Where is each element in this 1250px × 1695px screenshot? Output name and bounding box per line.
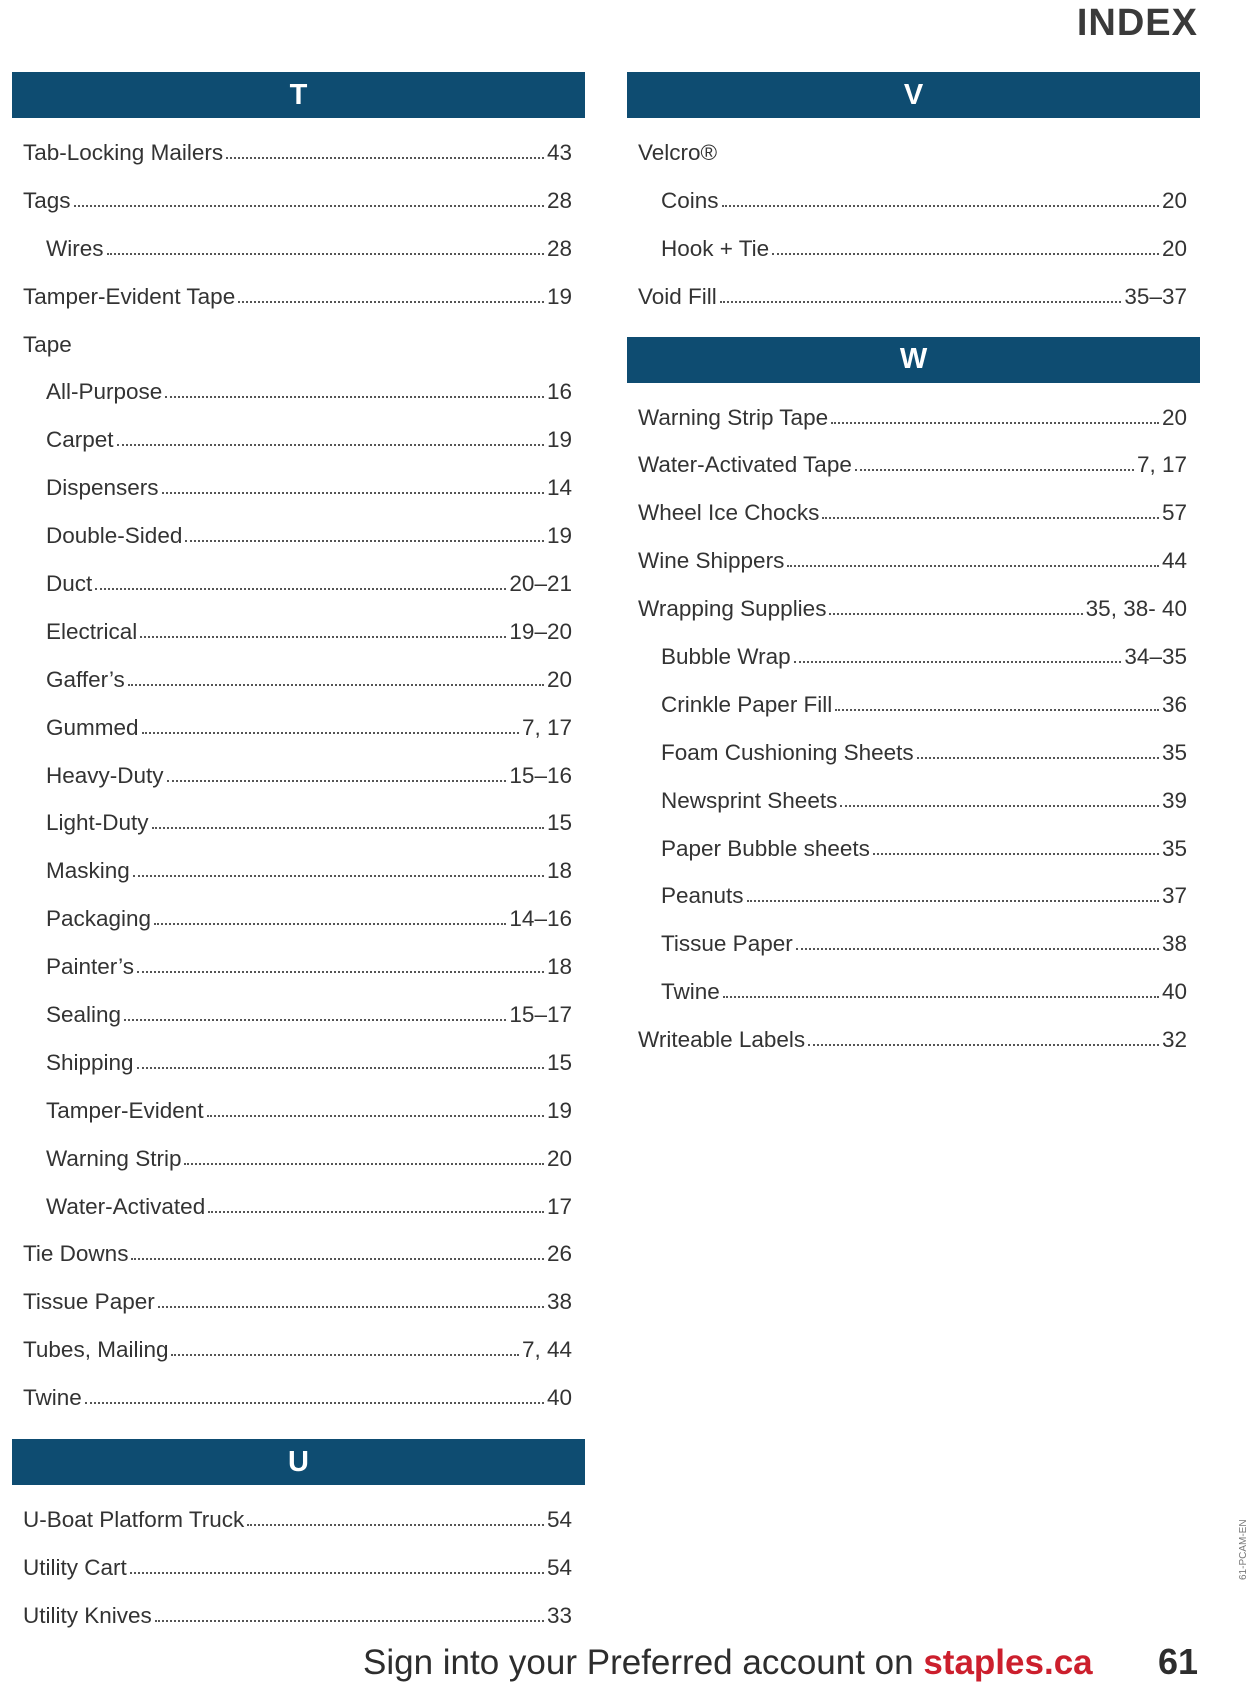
entry-label: Heavy-Duty [46, 762, 164, 788]
dot-leader [808, 1044, 1159, 1046]
index-subentry [12, 895, 585, 943]
dot-leader [208, 1211, 544, 1213]
entry-page-numbers: 7, 17 [521, 714, 572, 740]
entry-page-numbers: 18 [546, 858, 572, 884]
dot-leader [247, 1524, 544, 1526]
entry-page-numbers: 35 [1161, 835, 1187, 861]
entry-label: All-Purpose [46, 379, 163, 405]
dot-leader [226, 157, 544, 159]
entry-label: Wires [46, 235, 104, 261]
index-entry [12, 1374, 585, 1422]
dot-leader [131, 1258, 544, 1260]
entry-page-numbers: 28 [546, 187, 572, 213]
index-entry [12, 129, 585, 177]
entry-page-numbers: 54 [546, 1506, 572, 1532]
entry-label: Coins [661, 187, 719, 213]
index-subentry [12, 608, 585, 656]
entry-label: Dispensers [46, 475, 159, 501]
dot-leader [720, 301, 1122, 303]
entry-label: Wheel Ice Chocks [638, 500, 820, 526]
dot-leader [107, 253, 544, 255]
entry-label: Writeable Labels [638, 1027, 806, 1053]
dot-leader [133, 875, 544, 877]
entry-page-numbers: 35, 38- 40 [1085, 596, 1187, 622]
entry-page-numbers: 16 [546, 379, 572, 405]
index-section-t [12, 72, 585, 1422]
index-entry [12, 1496, 585, 1544]
dot-leader [722, 205, 1159, 207]
entry-page-numbers: 15 [546, 810, 572, 836]
entry-page-numbers: 32 [1161, 1027, 1187, 1053]
index-entry [627, 489, 1200, 537]
entry-page-numbers: 44 [1161, 548, 1187, 574]
section-header-u: U [12, 1439, 585, 1485]
entry-label: Paper Bubble sheets [661, 835, 870, 861]
index-subentry [12, 512, 585, 560]
entry-label: Painter’s [46, 954, 134, 980]
index-entry [12, 1230, 585, 1278]
dot-leader [137, 1067, 544, 1069]
dot-leader [747, 900, 1159, 902]
entry-page-numbers: 35 [1161, 739, 1187, 765]
dot-leader [917, 757, 1159, 759]
entry-label: Sealing [46, 1001, 122, 1027]
index-subentry [627, 777, 1200, 825]
index-entry [12, 273, 585, 321]
entry-page-numbers: 14 [546, 475, 572, 501]
index-entry [12, 1592, 585, 1640]
index-subentry [627, 681, 1200, 729]
dot-leader [128, 684, 544, 686]
index-subentry [12, 1183, 585, 1231]
index-subentry [12, 752, 585, 800]
entry-list-t [12, 118, 585, 1422]
entry-label: Newsprint Sheets [661, 787, 838, 813]
entry-label: Light-Duty [46, 810, 149, 836]
entry-page-numbers: 54 [546, 1554, 572, 1580]
entry-label: Tab-Locking Mailers [23, 139, 224, 165]
dot-leader [95, 588, 506, 590]
index-subentry [627, 968, 1200, 1016]
entry-page-numbers: 33 [546, 1602, 572, 1628]
footer-promo [363, 1643, 1093, 1683]
entry-page-numbers: 43 [546, 139, 572, 165]
entry-label: Tamper-Evident [46, 1097, 204, 1123]
entry-label: Electrical [46, 618, 138, 644]
index-entry [12, 321, 585, 369]
entry-page-numbers: 38 [546, 1289, 572, 1315]
index-subentry [12, 943, 585, 991]
entry-list-u [12, 1485, 585, 1640]
entry-label: Utility Cart [23, 1554, 127, 1580]
dot-leader [207, 1115, 544, 1117]
dot-leader [167, 780, 507, 782]
entry-page-numbers: 20–21 [509, 570, 572, 596]
entry-label: Wine Shippers [638, 548, 785, 574]
entry-label: Twine [23, 1385, 82, 1411]
dot-leader [835, 709, 1159, 711]
index-subentry [627, 825, 1200, 873]
index-subentry [627, 872, 1200, 920]
entry-label: Double-Sided [46, 523, 183, 549]
entry-page-numbers: 19 [546, 1097, 572, 1123]
entry-page-numbers: 19–20 [509, 618, 572, 644]
footer-promo-text: Sign into your Preferred account on [363, 1643, 914, 1682]
dot-leader [796, 948, 1159, 950]
entry-list-v [627, 118, 1200, 321]
index-section-w [627, 337, 1200, 1064]
index-subentry [12, 847, 585, 895]
dot-leader [185, 540, 544, 542]
entry-label: Water-Activated Tape [638, 452, 852, 478]
entry-label: Gummed [46, 714, 139, 740]
index-subentry [12, 1039, 585, 1087]
entry-label: Tape [23, 331, 72, 357]
index-entry [627, 129, 1200, 177]
entry-label: Shipping [46, 1049, 134, 1075]
entry-page-numbers: 37 [1161, 883, 1187, 909]
index-subentry [12, 225, 585, 273]
index-section-u [12, 1439, 585, 1640]
entry-page-numbers: 28 [546, 235, 572, 261]
catalog-code: 61-PCAM-EN [1238, 1519, 1249, 1580]
index-subentry [627, 177, 1200, 225]
entry-label: Masking [46, 858, 130, 884]
index-entry [12, 177, 585, 225]
dot-leader [822, 517, 1159, 519]
entry-page-numbers: 20 [1161, 187, 1187, 213]
dot-leader [85, 1402, 544, 1404]
index-section-v [627, 72, 1200, 321]
entry-page-numbers: 20 [546, 1145, 572, 1171]
index-subentry [12, 656, 585, 704]
entry-page-numbers: 40 [1161, 979, 1187, 1005]
entry-page-numbers: 34–35 [1124, 643, 1187, 669]
entry-page-numbers: 15–17 [509, 1001, 572, 1027]
dot-leader [165, 396, 544, 398]
index-subentry [12, 704, 585, 752]
entry-label: Tie Downs [23, 1241, 129, 1267]
entry-label: Void Fill [638, 283, 717, 309]
entry-label: Tamper-Evident Tape [23, 283, 236, 309]
dot-leader [130, 1572, 544, 1574]
entry-page-numbers: 20 [1161, 235, 1187, 261]
entry-label: Foam Cushioning Sheets [661, 739, 914, 765]
section-header-t: T [12, 72, 585, 118]
entry-page-numbers: 14–16 [509, 906, 572, 932]
entry-label: Peanuts [661, 883, 744, 909]
entry-label: Hook + Tie [661, 235, 770, 261]
entry-page-numbers: 15 [546, 1049, 572, 1075]
dot-leader [787, 565, 1159, 567]
right-column [627, 72, 1200, 1064]
page-title: INDEX [1076, 2, 1198, 44]
dot-leader [840, 805, 1159, 807]
section-header-v: V [627, 72, 1200, 118]
index-subentry [627, 729, 1200, 777]
dot-leader [142, 732, 519, 734]
entry-page-numbers: 15–16 [509, 762, 572, 788]
index-entry [12, 1326, 585, 1374]
entry-label: Tubes, Mailing [23, 1337, 169, 1363]
index-subentry [12, 560, 585, 608]
index-entry [12, 1278, 585, 1326]
entry-label: Warning Strip Tape [638, 404, 829, 430]
dot-leader [124, 1019, 506, 1021]
index-entry [627, 441, 1200, 489]
entry-label: Tags [23, 187, 71, 213]
entry-label: Tissue Paper [661, 931, 793, 957]
index-subentry [12, 799, 585, 847]
page-number: 61 [1157, 1641, 1198, 1682]
index-subentry [12, 368, 585, 416]
entry-page-numbers: 18 [546, 954, 572, 980]
index-entry [627, 537, 1200, 585]
entry-page-numbers: 40 [546, 1385, 572, 1411]
entry-label: Packaging [46, 906, 152, 932]
entry-label: Carpet [46, 427, 114, 453]
dot-leader [184, 1163, 544, 1165]
staples-link[interactable]: staples.ca [923, 1643, 1093, 1682]
entry-page-numbers: 20 [1161, 404, 1187, 430]
entry-label: U-Boat Platform Truck [23, 1506, 245, 1532]
entry-page-numbers: 19 [546, 427, 572, 453]
entry-page-numbers: 19 [546, 523, 572, 549]
dot-leader [162, 492, 544, 494]
section-header-w: W [627, 337, 1200, 383]
index-subentry [627, 920, 1200, 968]
dot-leader [794, 661, 1122, 663]
index-subentry [12, 464, 585, 512]
index-subentry [12, 1087, 585, 1135]
dot-leader [74, 205, 544, 207]
entry-page-numbers: 20 [546, 666, 572, 692]
index-subentry [627, 633, 1200, 681]
index-entry [627, 1016, 1200, 1064]
index-entry [12, 1544, 585, 1592]
dot-leader [154, 923, 506, 925]
dot-leader [723, 996, 1159, 998]
entry-page-numbers: 39 [1161, 787, 1187, 813]
entry-label: Gaffer’s [46, 666, 125, 692]
index-subentry [627, 225, 1200, 273]
entry-page-numbers: 36 [1161, 691, 1187, 717]
entry-list-w [627, 383, 1200, 1064]
entry-page-numbers: 17 [546, 1193, 572, 1219]
dot-leader [155, 1620, 544, 1622]
entry-label: Utility Knives [23, 1602, 152, 1628]
dot-leader [117, 444, 544, 446]
entry-page-numbers: 26 [546, 1241, 572, 1267]
entry-page-numbers: 38 [1161, 931, 1187, 957]
entry-label: Wrapping Supplies [638, 596, 827, 622]
left-column [12, 72, 585, 1640]
dot-leader [238, 301, 544, 303]
index-entry [627, 273, 1200, 321]
dot-leader [171, 1354, 518, 1356]
dot-leader [158, 1306, 544, 1308]
entry-page-numbers: 19 [546, 283, 572, 309]
index-entry [627, 585, 1200, 633]
entry-page-numbers: 7, 17 [1136, 452, 1187, 478]
dot-leader [831, 422, 1159, 424]
entry-label: Crinkle Paper Fill [661, 691, 833, 717]
index-subentry [12, 991, 585, 1039]
dot-leader [152, 827, 544, 829]
entry-label: Tissue Paper [23, 1289, 155, 1315]
entry-page-numbers: 35–37 [1124, 283, 1187, 309]
entry-label: Bubble Wrap [661, 643, 791, 669]
entry-page-numbers: 7, 44 [521, 1337, 572, 1363]
dot-leader [140, 636, 506, 638]
dot-leader [772, 253, 1159, 255]
entry-label: Twine [661, 979, 720, 1005]
entry-label: Water-Activated [46, 1193, 206, 1219]
entry-label: Warning Strip [46, 1145, 182, 1171]
dot-leader [829, 613, 1082, 615]
index-subentry [12, 1135, 585, 1183]
dot-leader [873, 853, 1159, 855]
entry-page-numbers: 57 [1161, 500, 1187, 526]
dot-leader [137, 971, 544, 973]
entry-label: Duct [46, 570, 93, 596]
index-entry [627, 394, 1200, 442]
index-subentry [12, 416, 585, 464]
entry-label: Velcro® [638, 139, 718, 165]
dot-leader [855, 469, 1134, 471]
